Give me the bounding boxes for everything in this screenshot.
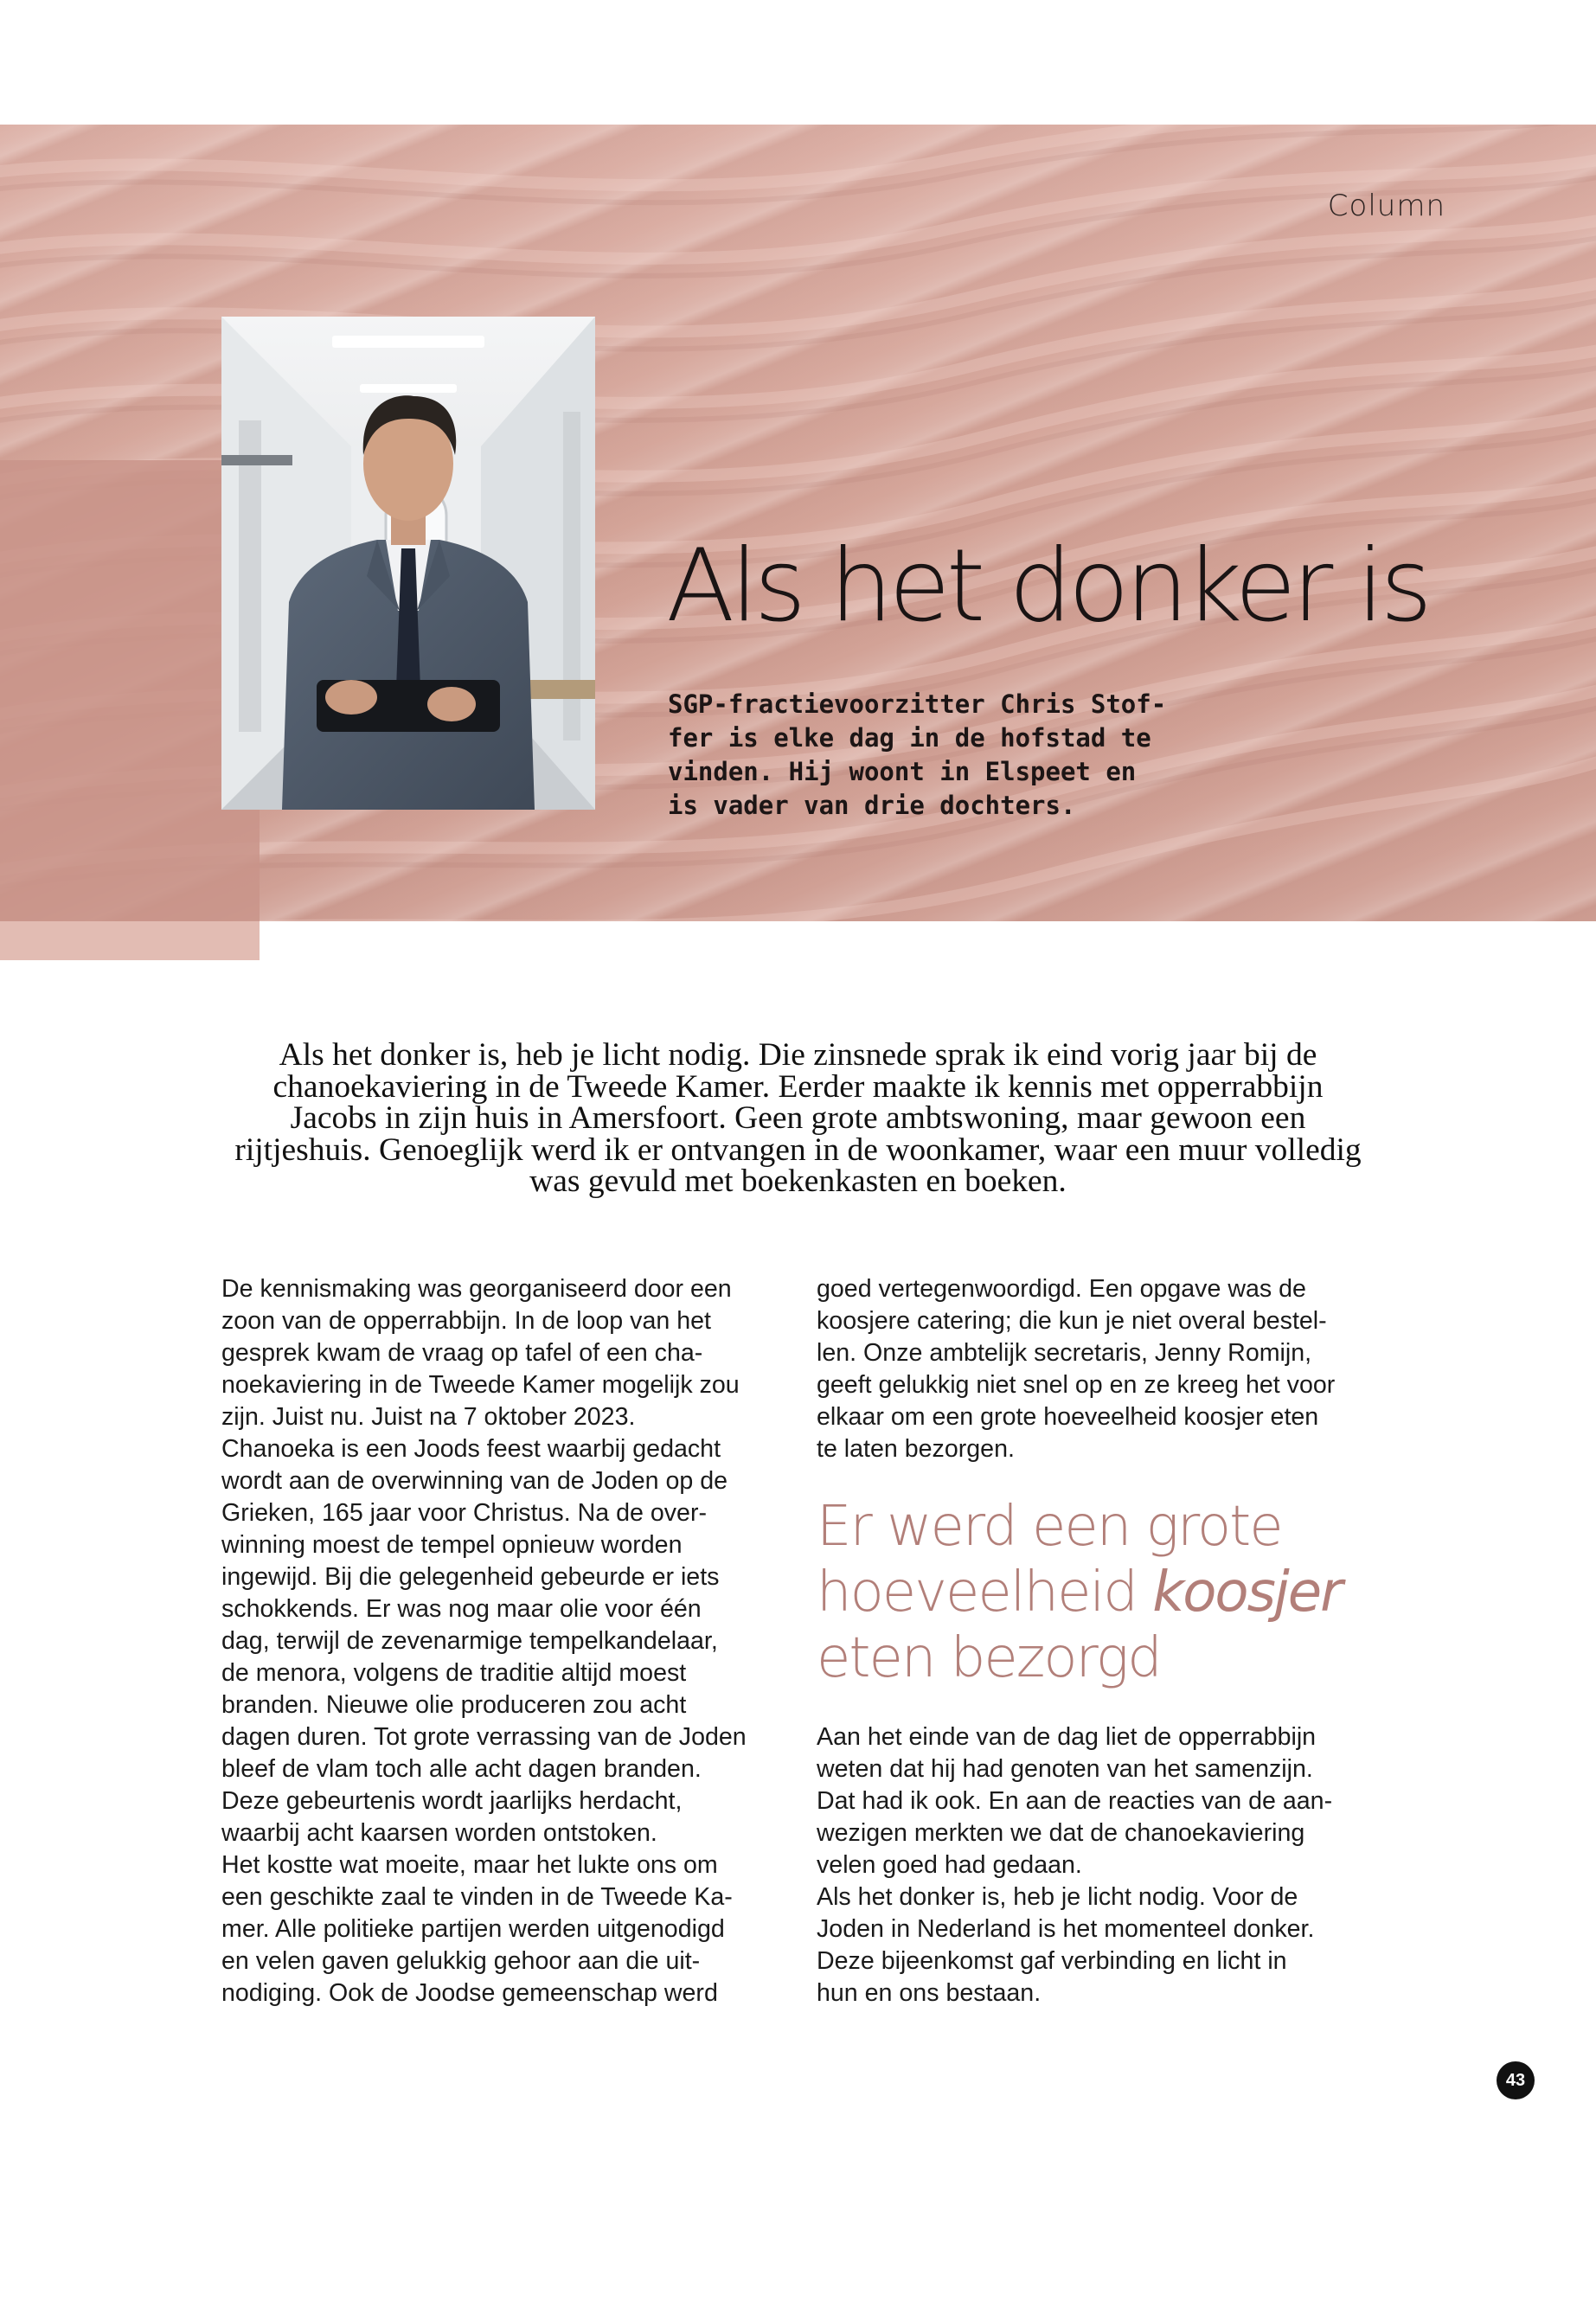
body-paragraph: De kennismaking was georganiseerd door een zoon van de opperrabbijn. In de loop van het gesprek kwam de vraag op tafel of een cha- noekaviering in de Tweede Kamer mogelijk zou zijn. Juist nu. Juist na 7 oktober 2023. xyxy=(221,1275,740,1431)
body-column-left xyxy=(221,1273,792,2009)
author-photo-illustration xyxy=(221,317,595,810)
author-portrait xyxy=(221,317,595,810)
pull-quote-line xyxy=(817,1560,1370,1625)
article-lede: SGP-fractievoorzitter Chris Stof- fer is elke dag in de hofstad te vinden. Hij woont in Elspeet en is vader van drie dochters. xyxy=(668,689,1167,820)
page-number-badge: 43 xyxy=(1497,2061,1535,2099)
article-title: Als het donker is xyxy=(666,528,1428,644)
pull-quote-emphasis: koosjer xyxy=(1152,1561,1342,1625)
body-paragraph: Aan het einde van de dag liet de opperrabbijn weten dat hij had genoten van het samenzijn. Dat had ik ook. En aan de reacties van de aan- wezigen merkten we dat de chanoekaviering velen goed had gedaan. xyxy=(817,1723,1333,1879)
pull-quote-text: hoeveelheid xyxy=(817,1561,1153,1625)
body-paragraph: Als het donker is, heb je licht nodig. Voor de Joden in Nederland is het momenteel donker. Deze bijeenkomst gaf verbinding en licht in hun en ons bestaan. xyxy=(817,1883,1315,2007)
pull-quote xyxy=(817,1494,1370,1691)
body-column-right-bottom xyxy=(817,1721,1388,2009)
body-paragraph: Chanoeka is een Joods feest waarbij gedacht wordt aan de overwinning van de Joden op de Grieken, 165 jaar voor Christus. Na de over- winning moest de tempel opnieuw worden ingewijd. Bij die gelegenheid gebeurde er iets schokkends. Er was nog maar olie voor één dag, terwijl de zevenarmige tempelkandelaar, de menora, volgens de traditie altijd moest branden. Nieuwe olie produceren zou acht dagen duren. Tot grote verrassing van de Joden bleef de vlam toch alle acht dagen branden. Deze gebeurtenis wordt jaarlijks herdacht, waarbij acht kaarsen worden ontstoken. xyxy=(221,1435,747,1847)
accent-block-lower xyxy=(0,921,260,960)
intro-paragraph: Als het donker is, heb je licht nodig. Die zinsnede sprak ik eind vorig jaar bij de chanoekaviering in de Tweede Kamer. Eerder maakte ik kennis met opperrabbijn Jacobs in zijn huis in Amersfoort. Geen grote ambtswoning, maar gewoon een rijtjeshuis. Genoeglijk werd ik er ontvangen in de woonkamer, waar een muur volledig was gevuld met boekenkasten en boeken. xyxy=(234,1037,1362,1199)
body-paragraph: goed vertegenwoordigd. Een opgave was de koosjere catering; die kun je niet overal bestel- len. Onze ambtelijk secretaris, Jenny Romijn, geeft gelukkig niet snel op en ze kreeg het voor elkaar om een grote hoeveelheid koosjer eten te laten bezorgen. xyxy=(817,1275,1336,1463)
accent-block xyxy=(0,460,260,960)
pull-quote-line: Er werd een grote xyxy=(817,1495,1282,1559)
pull-quote-line: eten bezorgd xyxy=(817,1626,1161,1690)
body-column-right-top xyxy=(817,1273,1388,1465)
section-label: Column xyxy=(1327,189,1445,223)
body-paragraph: Het kostte wat moeite, maar het lukte ons om een geschikte zaal te vinden in de Tweede Ka- mer. Alle politieke partijen werden uitgenodigd en velen gaven gelukkig gehoor aan die uit- nodiging. Ook de Joodse gemeenschap werd xyxy=(221,1851,733,2007)
